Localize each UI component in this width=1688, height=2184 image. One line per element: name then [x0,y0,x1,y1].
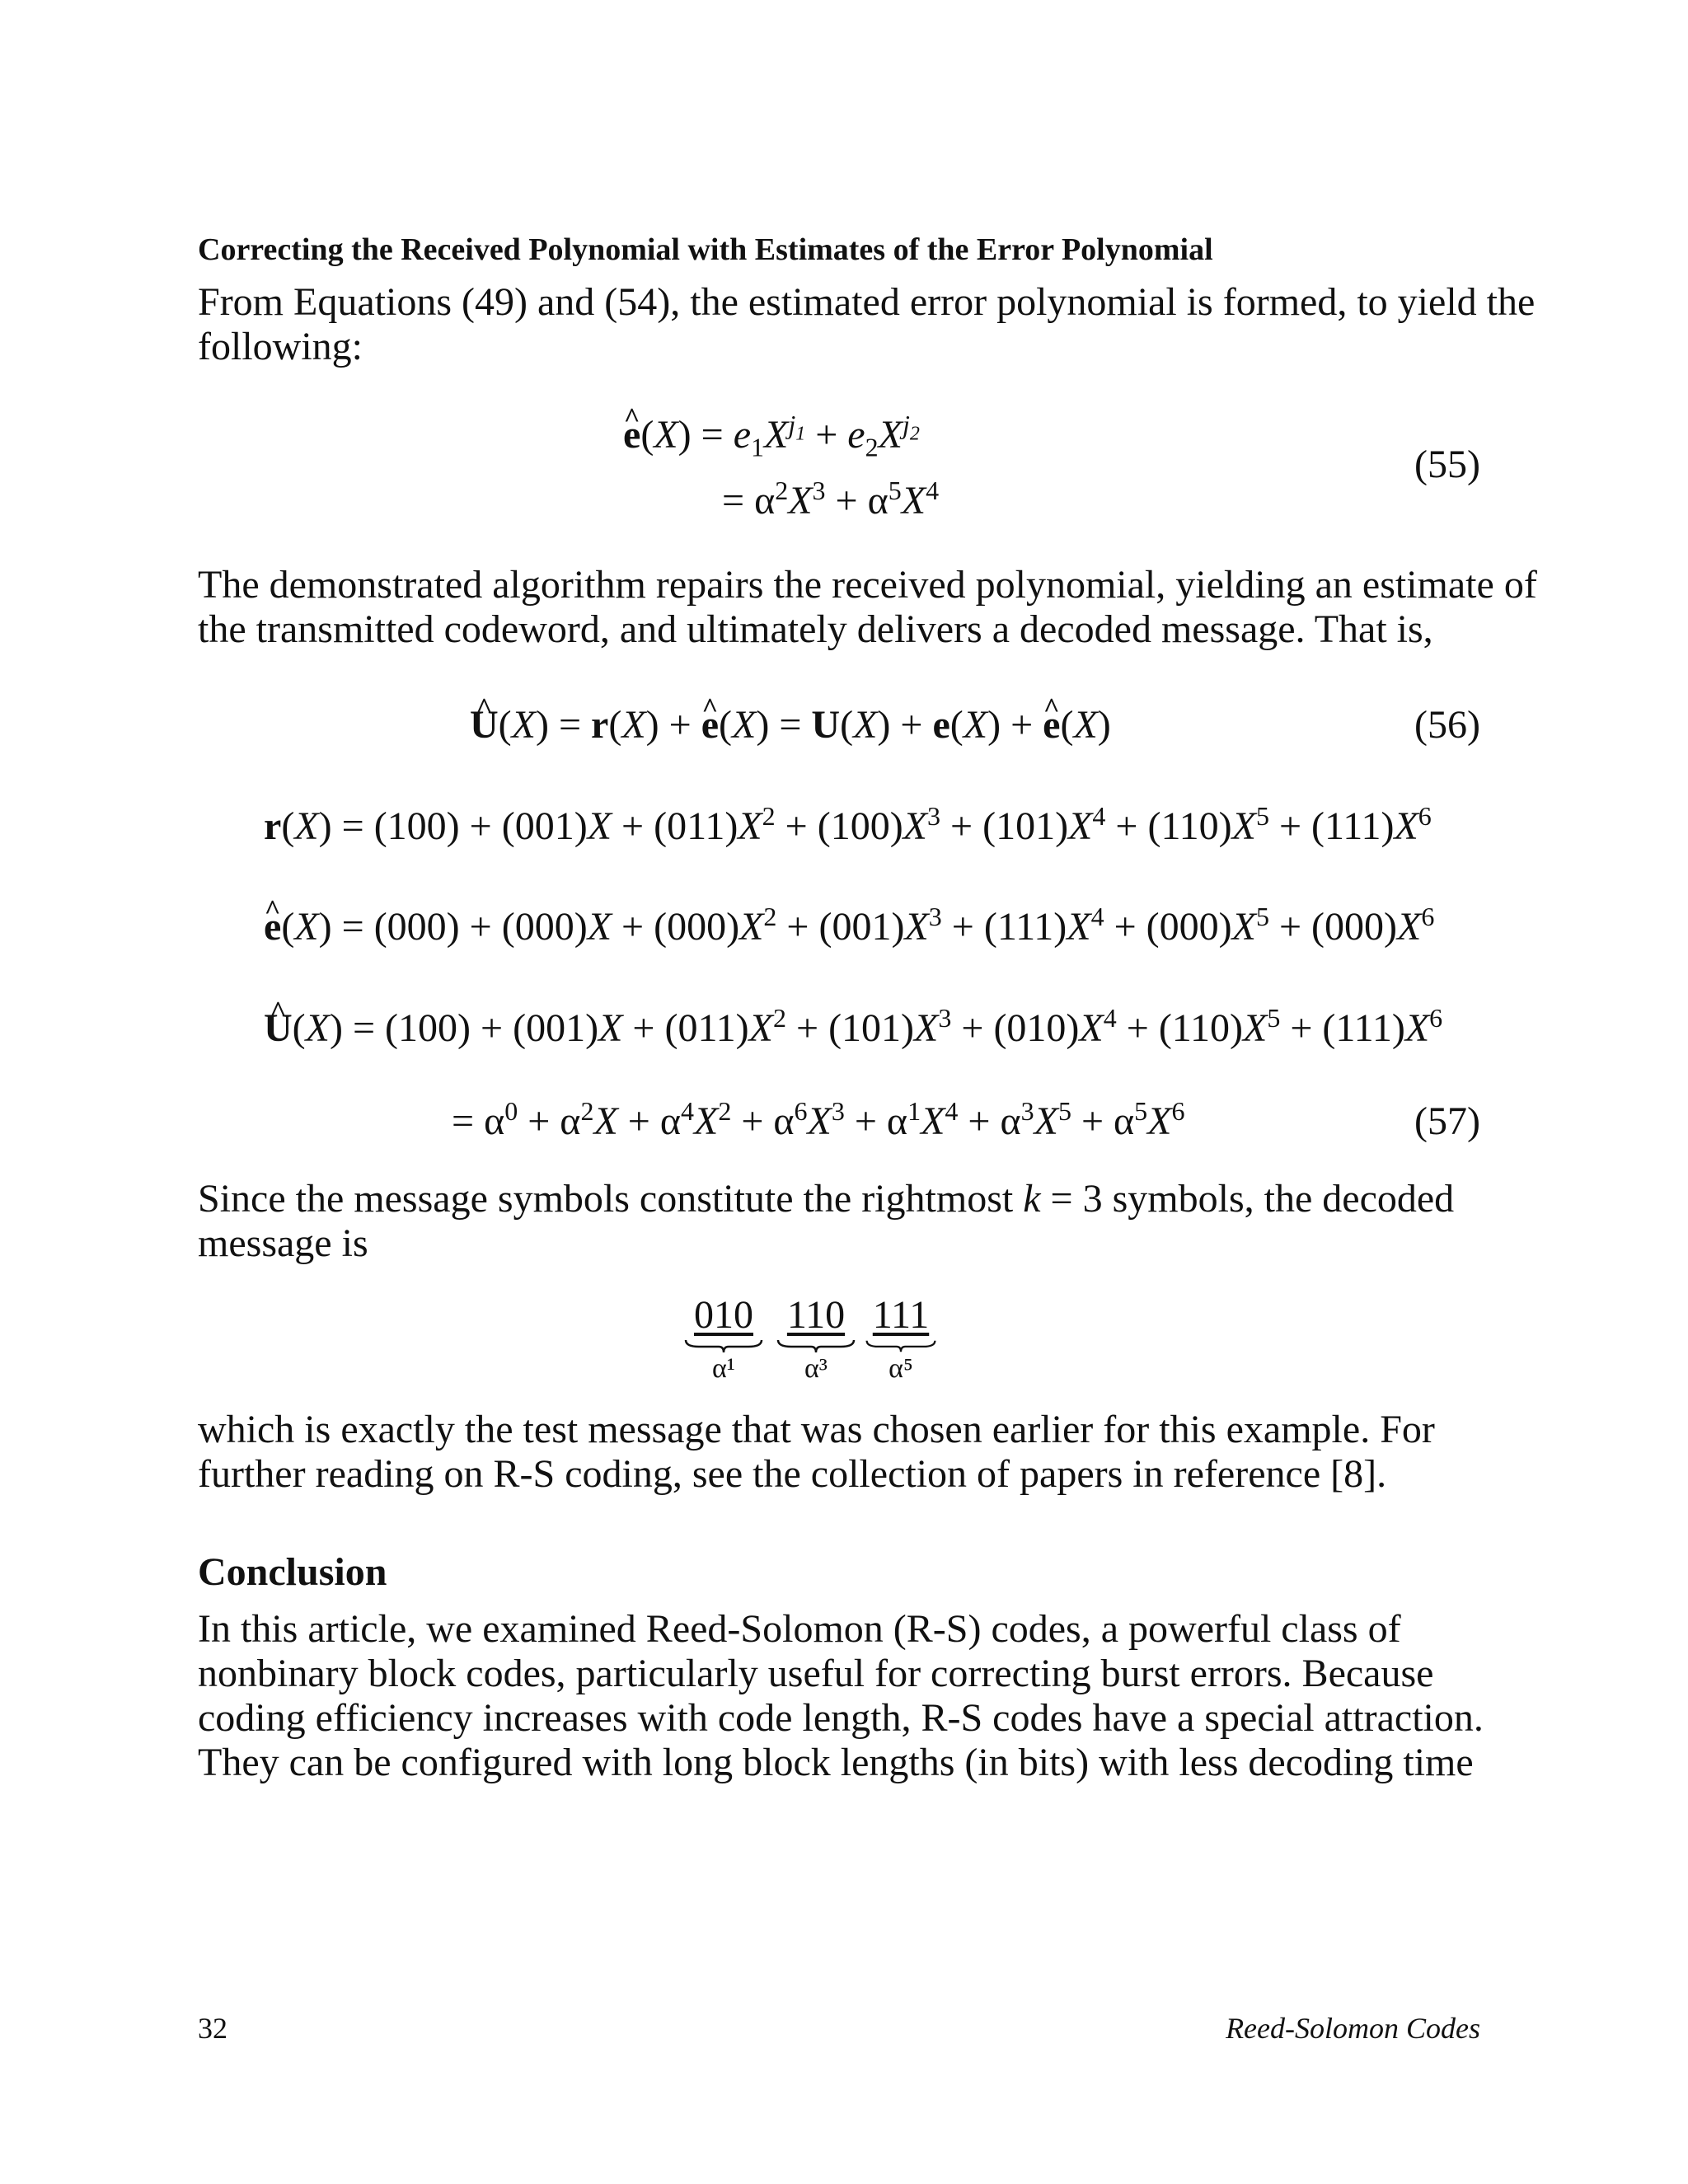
paragraph-algorithm: The demonstrated algorithm repairs the received polynomial, yielding an estimate of the transmitted codeword, and ultimately delivers a decoded message. That is, [198,563,1537,651]
page-number: 32 [198,2012,227,2045]
underbrace-icon [775,1338,857,1353]
equation-56: ^ U(X) = r(X) + ^ e(X) = U(X) + e(X) + ^ e(X) [470,702,1111,748]
decoded-symbol-3: 111 α⁵ [864,1292,938,1385]
running-title: Reed-Solomon Codes [1226,2012,1480,2045]
polynomial-r: $r(X) = (100) + (001)X + (011)X^2 + (100)X^3 + (101)X^4 + (110)X^5 + (111)X^6$ [264,801,1432,848]
section-heading: Correcting the Received Polynomial with Estimates of the Error Polynomial [198,232,1213,267]
paragraph-further-reading: which is exactly the test message that was chosen earlier for this example. For further reading on R-S coding, see the collection of papers in reference [8]. [198,1408,1435,1496]
paragraph-intro: From Equations (49) and (54), the estimated error polynomial is formed, to yield the following: [198,280,1536,368]
decoded-symbol-1: 010 α¹ [682,1292,765,1385]
paragraph-message-symbols: Since the message symbols constitute the rightmost k = 3 symbols, the decoded message is [198,1177,1455,1265]
underbrace-icon [682,1338,765,1353]
equation-55-number: (55) [1414,443,1480,486]
equation-57: = $\alpha^0 + \alpha^2X + \alpha^4X^2 + \alpha^6X^3 + \alpha^1X^4 + \alpha^3X^5 + \alpha^5X^6$ [452,1096,1185,1143]
conclusion-heading: Conclusion [198,1550,387,1594]
underbrace-icon [864,1338,938,1353]
conclusion-text: In this article, we examined Reed-Solomon (R-S) codes, a powerful class of nonbinary block codes, particularly useful for correcting burst errors. Because coding efficiency increases with code length, R-S codes have a special attraction. They can be configured with long block lengths (in bits) with less decoding time [198,1607,1484,1784]
polynomial-u-hat: ^ $U(X) = (100) + (001)X + (011)X^2 + (101)X^3 + (010)X^4 + (110)X^5 + (111)X^6$ [264,1005,1442,1052]
e-hat-symbol: ^ e [623,412,640,458]
equation-57-number: (57) [1414,1099,1480,1143]
equation-55-line2: = $\alpha^2X^3 + \alpha^5X^4$ [722,476,940,523]
equation-55-line1: ^ $e(X) = e_1X^{j_1} + e_2X^{j_2}$ [623,412,920,458]
polynomial-e-hat: ^ $e(X) = (000) + (000)X + (000)X^2 + (001)X^3 + (111)X^4 + (000)X^5 + (000)X^6$ [264,904,1434,950]
decoded-symbol-2: 110 α³ [775,1292,857,1385]
equation-56-number: (56) [1414,703,1480,747]
